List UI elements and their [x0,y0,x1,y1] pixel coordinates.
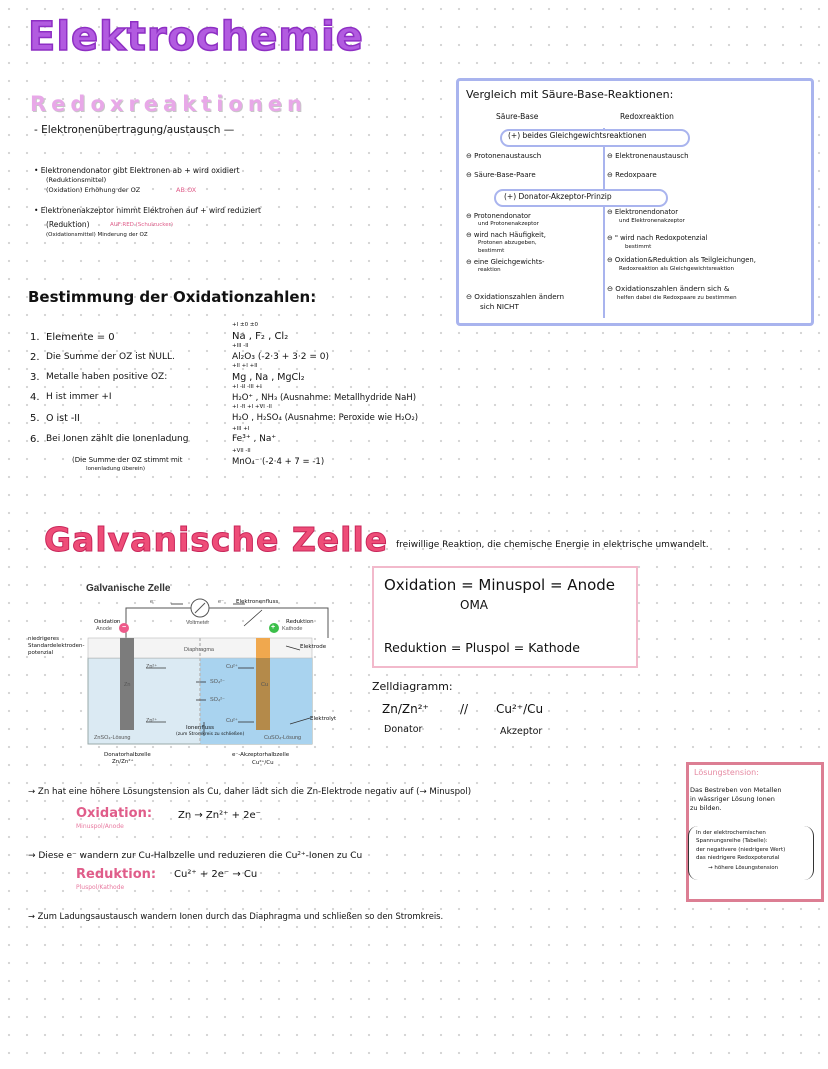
redox-subtitle: - Elektronenübertragung/austausch — [34,124,235,136]
diagram-ion-flow-sub: (zum Stromkreis zu schließen) [176,732,245,737]
donor-sub2: (Oxidation) Erhöhung der OZ [46,186,141,194]
rule-2-sup: +III -II [232,343,249,349]
diagram-sulfate-2: SO₄²⁻ [210,697,225,703]
comparison-r2: ⊖ Redoxpaare [607,171,657,179]
comparison-l6b: sich NICHT [480,302,519,311]
rule-1-sup: +I ±0 ±0 [232,322,258,328]
diagram-donor-half: Donatorhalbzelle [104,752,151,758]
diagram-lower-potential-note: niedrigeres Standardelektroden-potenzial [28,636,85,656]
diagram-donor-half-sub: Zn/Zn²⁺ [112,759,134,765]
solution-tension-heading: Lösungstension: [694,768,759,777]
comparison-r3a: ⊖ Elektronendonator [607,208,678,216]
rule-3-sup: +II +I +II [232,363,258,369]
diagram-electrode-label: Elektrode [300,644,327,650]
rule-4-sup: +I -II -III +I [232,384,262,390]
pole-box-oma: OMA [460,598,489,612]
rule-6-text: Bei Ionen zählt die Ionenladung [46,434,189,444]
comparison-col-right: Redoxreaktion [620,112,674,121]
diagram-plus-sign: + [271,624,276,631]
explanation-line-3: → Zum Ladungsaustausch wandern Ionen durch das Diaphragma und schließen so den Stromkreis. [28,911,444,921]
diagram-electron-flow: Elektronenfluss [236,599,279,605]
cell-diagram-right: Cu²⁺/Cu [496,702,544,716]
diagram-oxidation: Oxidation [94,619,121,625]
comparison-l4c: bestimmt [478,248,505,254]
explanation-line-1: → Zn hat eine höhere Lösungstension als Cu, daher lädt sich die Zn-Elektrode negativ auf (→ Minuspol) [28,787,472,797]
solution-tension-def-2: in wässriger Lösung Ionen [690,795,775,803]
comparison-r1: ⊖ Elektronenaustausch [607,152,689,160]
label-pointer-electron-flow [244,610,262,626]
comparison-l4b: Protonen abzugeben, [478,240,537,246]
rule-5-text: O ist -II [46,413,80,424]
rule-2-num: 2. [30,352,40,363]
acceptor-sub1: (Reduktion) [46,220,90,229]
diagram-reduction: Reduktion [286,619,314,625]
comparison-common-2: (+) Donator-Akzeptor-Prinzip [504,192,612,201]
comparison-l5a: ⊖ eine Gleichgewichts- [466,258,545,266]
galvanic-definition: freiwillige Reaktion, die chemische Energie in elektrische umwandelt. [396,540,709,550]
explanation-line-2: → Diese e⁻ wandern zur Cu-Halbzelle und reduzieren die Cu²⁺-Ionen zu Cu [28,851,363,861]
cell-diagram-donor: Donator [384,724,423,735]
rule-5-num: 5. [30,413,40,424]
galvanic-cell-diagram [28,576,358,776]
solution-tension-def-3: zu bilden. [690,804,722,812]
donor-sub1: (Reduktionsmittel) [46,176,107,184]
explanation-oxidation-sub: Minuspol/Anode [76,823,124,830]
galvanic-title: Galvanische Zelle [44,520,389,559]
diagram-voltmeter: Voltmeter [186,620,210,626]
comparison-r6b: helfen dabei die Redoxpaare zu bestimmen [617,295,737,301]
cell-diagram-label: Zelldiagramm: [372,680,453,693]
rule-2-example: Al₂O₃ (-2·3 + 3·2 = 0) [232,352,329,362]
cell-diagram-separator: // [460,702,469,716]
rule-4-num: 4. [30,392,40,403]
rule-2-text: Die Summe der OZ ist NULL. [46,352,175,362]
diagram-cu-solution: CuSO₄-Lösung [264,735,302,741]
diagram-acceptor-half-sub: Cu²⁺/Cu [252,760,274,766]
solution-tension-note-1: In der elektrochemischen [696,830,766,836]
donor-line: • Elektronendonator gibt Elektronen ab + wird oxidiert [34,166,240,175]
diagram-e-right: e⁻ [218,599,224,605]
diagram-kathode: Kathode [282,626,303,632]
page-title: Elektrochemie [28,14,364,60]
rule-1-num: 1. [30,332,40,343]
solution-tension-note-3: der negativere (niedrigere Wert) [696,847,786,853]
diagram-minus-sign: − [122,624,127,631]
comparison-r3b: und Elektronenakzeptor [619,218,685,224]
comparison-r5a: ⊖ Oxidation&Reduktion als Teilgleichungen, [607,256,756,264]
diagram-cu-ion-1: Cu²⁺ [226,664,238,670]
comparison-common-1: (+) beides Gleichgewichtsreaktionen [508,131,647,140]
diagram-zn-solution: ZnSO₄-Lösung [94,735,131,741]
diagram-zn-ion-2: Zn²⁺ [146,718,158,724]
rule-1-text: Elemente = 0 [46,332,115,343]
diagram-title: Galvanische Zelle [86,583,171,594]
redox-heading: Redoxreaktionen [30,92,307,116]
explanation-reduction-equation: Cu²⁺ + 2e⁻ → Cu [174,869,258,880]
explanation-oxidation-equation: Zn → Zn²⁺ + 2e⁻ [178,810,261,821]
pole-box-oxidation: Oxidation = Minuspol = Anode [384,576,616,594]
diagram-cu-label: Cu [261,682,269,688]
diagram-e-left: e⁻ [150,599,156,605]
solution-tension-note-2: Spannungsreihe (Tabelle): [696,838,768,844]
solution-tension-note-4: das niedrigere Redoxpotenzial [696,855,780,861]
rule-3-num: 3. [30,372,40,383]
copper-electrode-top [256,638,270,658]
comparison-l5b: reaktion [478,267,501,273]
comparison-l2: ⊖ Säure-Base-Paare [466,171,536,179]
acceptor-line: • Elektronenakzeptor nimmt Elektronen auf + wird reduziert [34,206,261,215]
comparison-r6a: ⊖ Oxidationszahlen ändern sich & [607,284,730,293]
solution-tension-def-1: Das Bestreben von Metallen [690,786,782,794]
diagram-cu-ion-2: Cu²⁺ [226,718,238,724]
rule-6-num: 6. [30,434,40,445]
comparison-heading: Vergleich mit Säure-Base-Reaktionen: [466,88,674,101]
explanation-oxidation-word: Oxidation: [76,806,153,821]
comparison-r4a: ⊖ " wird nach Redoxpotenzial [607,234,708,242]
pole-box-reduction: Reduktion = Pluspol = Kathode [384,640,580,655]
rule-3-text: Metalle haben positive OZ: [46,372,168,382]
comparison-r4b: bestimmt [625,244,652,250]
comparison-col-left: Säure-Base [496,112,539,121]
rule-6-note-2: Ionenladung überein) [86,466,145,472]
explanation-reduction-word: Reduktion: [76,867,157,882]
cell-diagram-acceptor: Akzeptor [500,726,543,737]
diagram-ion-flow: Ionenfluss [186,725,215,731]
rule-6-note-1: (Die Summe der OZ stimmt mit [72,456,183,464]
solution-tension-note-5: → höhere Lösungstension [708,865,779,871]
diagram-anode: Anode [96,626,112,632]
rule-3-example: Mg , Na , MgCl₂ [232,372,305,383]
rule-6-example: Fe³⁺ , Na⁺ [232,434,277,444]
comparison-l3a: ⊖ Protonendonator [466,212,531,220]
comparison-divider [603,128,605,318]
diagram-zn-label: Zn [124,682,131,688]
oxidation-heading: Bestimmung der Oxidationzahlen: [28,288,317,306]
acceptor-abbr: AUF:RED (Schulzucker) [110,222,173,228]
acceptor-sub2: (Oxidationsmittel) Minderung der OZ [46,232,148,238]
cell-diagram-left: Zn/Zn²⁺ [382,702,429,716]
rule-4-text: H ist immer +I [46,392,112,402]
explanation-reduction-sub: Pluspol/Kathode [76,884,125,891]
rule-5-example: H₂O , H₂SO₄ (Ausnahme: Peroxide wie H₂O₂) [232,413,419,423]
comparison-l6a: ⊖ Oxidationszahlen ändern [466,292,565,301]
rule-6-note-example: MnO₄⁻ (-2·4 + 7 = -1) [232,457,325,467]
rule-6-note-sup: +VII -II [232,448,251,454]
rule-1-example: Na , F₂ , Cl₂ [232,331,289,342]
diagram-zn-ion-1: Zn²⁺ [146,664,158,670]
comparison-l4a: ⊖ wird nach Häufigkeit, [466,231,546,239]
donor-abbr: AB:OX [176,186,197,194]
comparison-r5b: Redoxreaktion als Gleichgewichtsreaktion [619,266,735,272]
diagram-acceptor-half: e⁻-Akzeptorhalbzelle [232,752,290,758]
comparison-l3b: und Protonenakzeptor [478,221,539,227]
comparison-l1: ⊖ Protonenaustausch [466,152,542,160]
diagram-sulfate-1: SO₄²⁻ [210,679,225,685]
diagram-diaphragm: Diaphragma [184,647,214,653]
diagram-electrolyte-label: Elektrolyt [310,716,337,722]
rule-5-sup: +I -II +I +VI -II [232,404,272,410]
rule-6-sup: +III +I [232,426,250,432]
rule-4-example: H₂O⁺ , NH₃ (Ausnahme: Metallhydride NaH) [232,393,417,403]
